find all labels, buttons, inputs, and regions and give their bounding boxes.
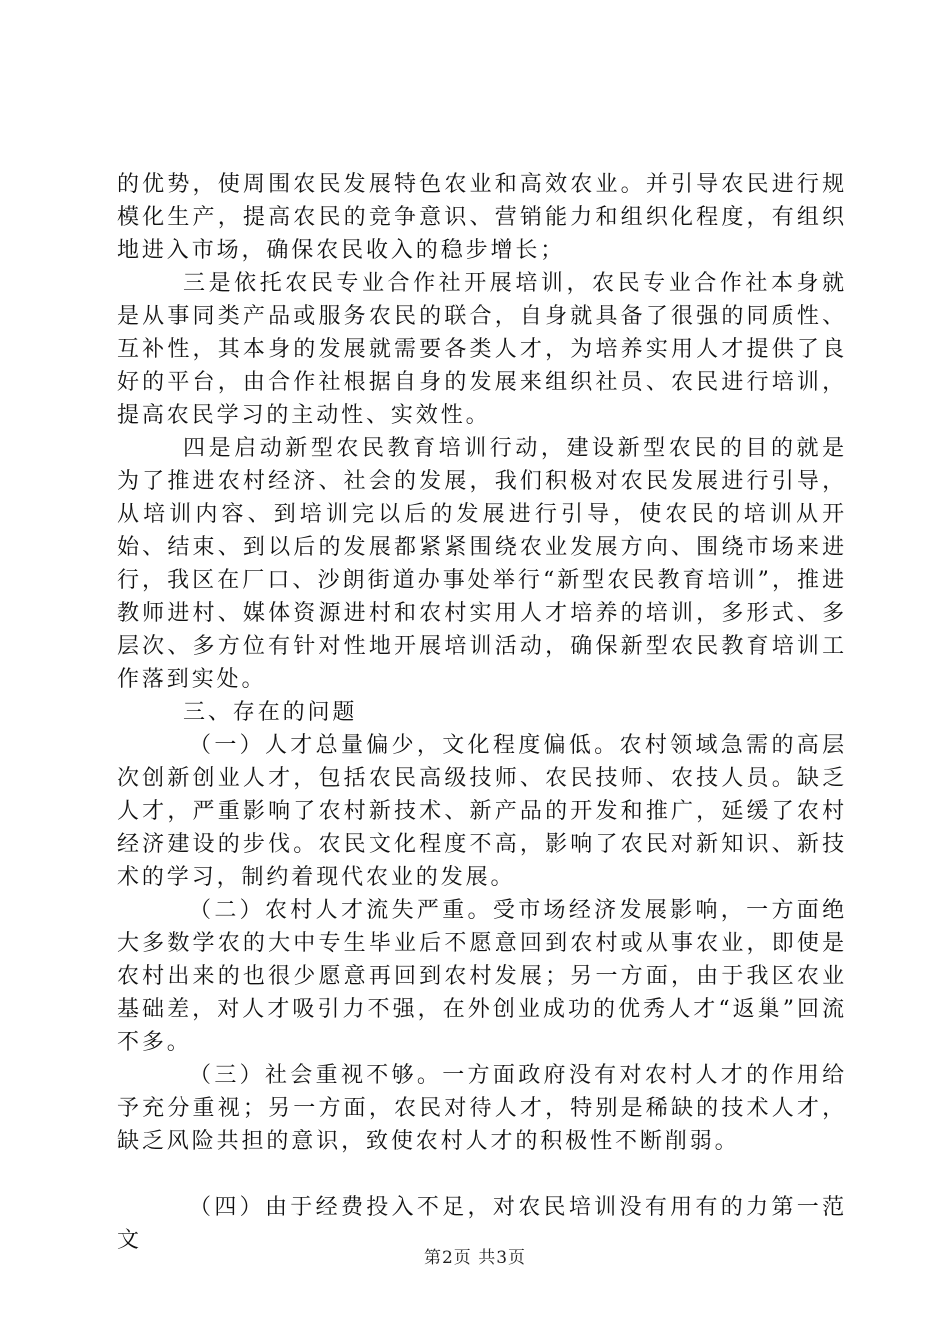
- paragraph-continuation: 的优势，使周围农民发展特色农业和高效农业。并引导农民进行规模化生产，提高农民的竞争意识、营销能力和组织化程度，有组织地进入市场，确保农民收入的稳步增长；: [117, 172, 847, 263]
- document-body: [117, 168, 847, 1257]
- paragraph-cooperative-training: 三是依托农民专业合作社开展培训，农民专业合作社本身就是从事同类产品或服务农民的联合，自身就具备了很强的同质性、互补性，其本身的发展就需要各类人才，为培养实用人才提供了良好的平台，由合作社根据自身的发展来组织社员、农民进行培训，提高农民学习的主动性、实效性。: [117, 271, 847, 428]
- paragraph-problem-4: （四）由于经费投入不足，对农民培训没有用有的力第一范文: [117, 1195, 847, 1253]
- paragraph-new-farmer-training: 四是启动新型农民教育培训行动，建设新型农民的目的就是为了推进农村经济、社会的发展，我们积极对农民发展进行引导，从培训内容、到培训完以后的发展进行引导，使农民的培训从开始、结束、到以后的发展都紧紧围绕农业发展方向、围绕市场来进行，我区在厂口、沙朗街道办事处举行“新型农民教育培训”，推进教师进村、媒体资源进村和农村实用人才培养的培训，多形式、多层次、多方位有针对性地开展培训活动，确保新型农民教育培训工作落到实处。: [117, 436, 847, 692]
- section-heading-problems: 三、存在的问题: [183, 700, 358, 725]
- paragraph-problem-2: （二）农村人才流失严重。受市场经济发展影响，一方面绝大多数学农的大中专生毕业后不愿意回到农村或从事农业，即使是农村出来的也很少愿意再回到农村发展；另一方面，由于我区农业基础差，对人才吸引力不强，在外创业成功的优秀人才“返巢”回流不多。: [117, 898, 847, 1055]
- paragraph-problem-1: （一）人才总量偏少，文化程度偏低。农村领域急需的高层次创新创业人才，包括农民高级技师、农民技师、农技人员。缺乏人才，严重影响了农村新技术、新产品的开发和推广，延缓了农村经济建设的步伐。农民文化程度不高，影响了农民对新知识、新技术的学习，制约着现代农业的发展。: [117, 733, 847, 890]
- paragraph-problem-3: （三）社会重视不够。一方面政府没有对农村人才的作用给予充分重视；另一方面，农民对待人才，特别是稀缺的技术人才，缺乏风险共担的意识，致使农村人才的积极性不断削弱。: [117, 1063, 847, 1154]
- paragraph-gap: [117, 1158, 847, 1191]
- page-number-footer: 第2页 共3页: [423, 1248, 527, 1268]
